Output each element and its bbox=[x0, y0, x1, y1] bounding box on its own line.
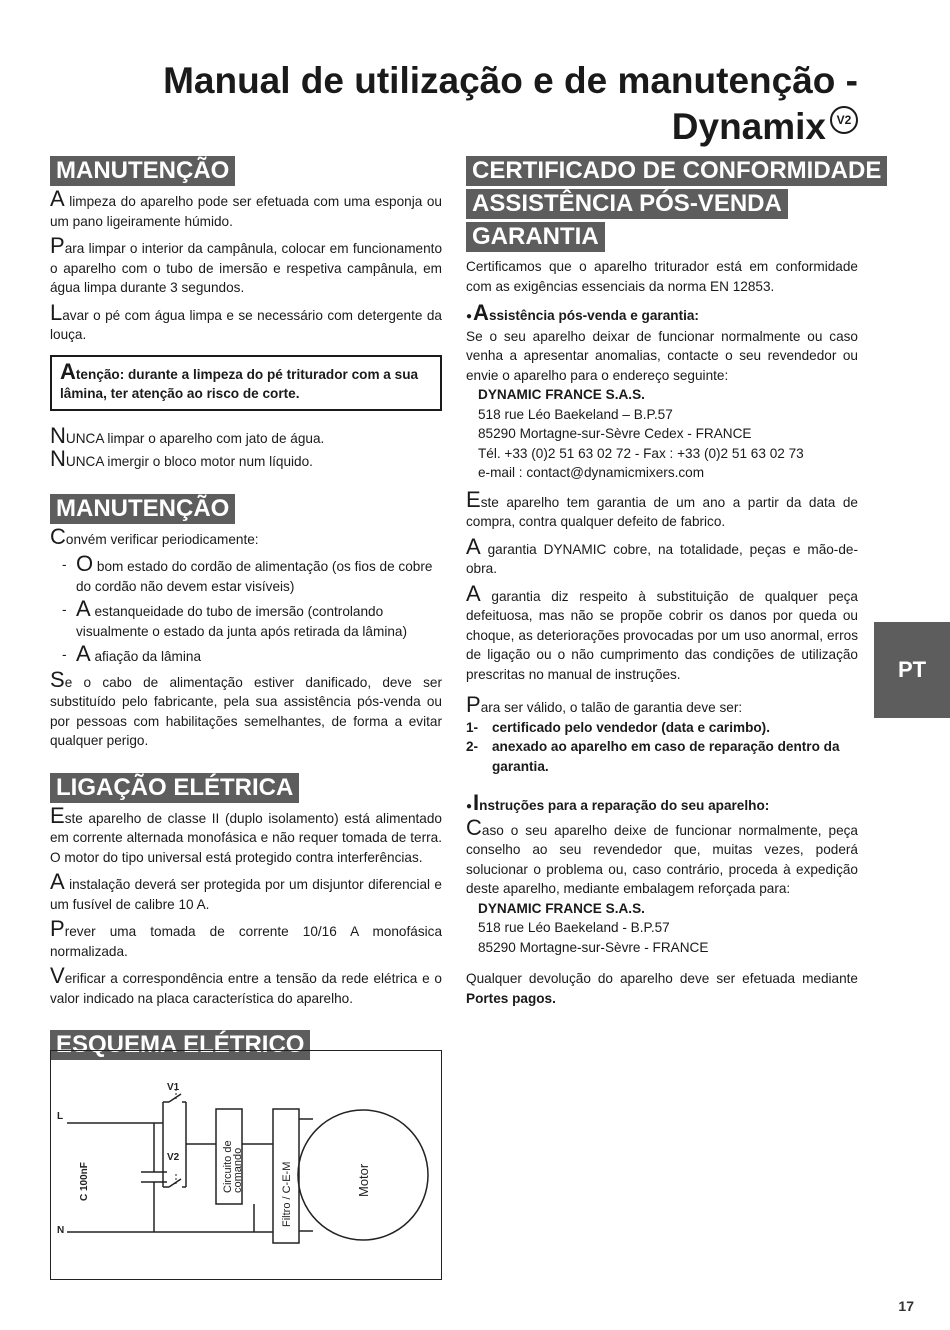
section-heading-certificate: CERTIFICADO DE CONFORMIDADE bbox=[466, 156, 887, 186]
paragraph: Certificamos que o aparelho triturador está em conformidade com as exigências essenciais da norma EN 12853. bbox=[466, 259, 858, 294]
company-name: DYNAMIC FRANCE S.A.S. bbox=[478, 900, 645, 916]
address-street: 518 rue Léo Baekeland – B.P.57 bbox=[478, 406, 673, 422]
address-city: 85290 Mortagne-sur-Sèvre Cedex - FRANCE bbox=[478, 426, 752, 441]
list-item: - A afiação da lâmina bbox=[62, 641, 202, 666]
control-circuit-label-2: comando bbox=[232, 1147, 244, 1193]
section-heading-warranty: GARANTIA bbox=[466, 222, 605, 252]
left-column bbox=[50, 150, 442, 1064]
paragraph: Para limpar o interior da campânula, colocar em funcionamento o aparelho com o tubo de imersão e respetiva campânula, em água limpa durante 3 segundos. bbox=[50, 233, 442, 295]
paragraph: Qualquer devolução do aparelho deve ser efetuada mediante Portes pagos. bbox=[466, 971, 858, 1006]
company-name: DYNAMIC FRANCE S.A.S. bbox=[478, 387, 645, 402]
capacitor-label: C 100nF bbox=[79, 1162, 90, 1201]
address-city: 85290 Mortagne-sur-Sèvre - FRANCE bbox=[478, 939, 709, 955]
paragraph: Se o seu aparelho deixar de funcionar normalmente ou caso venha a apresentar anomalias, contacte o seu revendedor ou envie o aparelho para o endereço seguinte: bbox=[466, 328, 858, 383]
address-phone: Tél. +33 (0)2 51 63 02 72 - Fax : +33 (0)2 51 63 02 73 bbox=[478, 445, 804, 461]
list-item: - A estanqueidade do tubo de imersão (controlando visualmente o estado da junta após retirada da lâmina) bbox=[62, 596, 407, 639]
address-street: 518 rue Léo Baekeland - B.P.57 bbox=[478, 920, 670, 935]
product-name: Dynamix bbox=[671, 106, 826, 147]
warranty-conditions-list bbox=[466, 718, 858, 777]
warning-box: Atenção: durante a limpeza do pé triturador com a sua lâmina, ter atenção ao risco de corte. bbox=[50, 355, 442, 411]
paragraph: A garantia DYNAMIC cobre, na totalidade, peças e mão-de-obra. bbox=[466, 533, 858, 576]
list-item: 2- anexado ao aparelho em caso de reparação dentro da garantia. bbox=[466, 739, 840, 774]
paragraph: Lavar o pé com água limpa e se necessário com detergente da louça. bbox=[50, 299, 442, 342]
wiring-diagram-svg bbox=[51, 1051, 441, 1279]
paragraph: NUNCA limpar o aparelho com jato de água. bbox=[50, 422, 325, 448]
page-title-line2 bbox=[672, 104, 858, 150]
section-heading-electrical-connection: LIGAÇÃO ELÉTRICA bbox=[50, 773, 299, 803]
motor-label: Motor bbox=[356, 1163, 371, 1197]
paragraph: Prever uma tomada de corrente 10/16 A monofásica normalizada. bbox=[50, 916, 442, 959]
paragraph: Este aparelho tem garantia de um ano a partir da data de compra, contra qualquer defeito de fabrico. bbox=[466, 486, 858, 529]
paragraph: NUNCA imergir o bloco motor num líquido. bbox=[50, 446, 313, 471]
line-L-label: L bbox=[57, 1111, 64, 1122]
subheading-after-sales: ● Assistência pós-venda e garantia: bbox=[466, 304, 858, 327]
section-heading-maintenance-2: MANUTENÇÃO bbox=[50, 494, 235, 524]
paragraph: Este aparelho de classe II (duplo isolamento) está alimentado em corrente alternada monofásica e não requer tomada de terra. O motor do tipo universal está protegido contra interferências. bbox=[50, 802, 442, 865]
section-heading-maintenance-1: MANUTENÇÃO bbox=[50, 156, 235, 186]
switch-V1-label: V1 bbox=[167, 1082, 180, 1093]
language-tab-pt: PT bbox=[874, 622, 950, 718]
address-block-1 bbox=[466, 385, 858, 483]
address-block-2 bbox=[466, 899, 858, 958]
paragraph: Se o cabo de alimentação estiver danificado, deve ser substituído pelo fabricante, pela sua assistência pós-venda ou por pessoas com habilitações semelhantes, de forma a evitar qualquer perigo. bbox=[50, 666, 442, 748]
right-column bbox=[466, 150, 882, 1014]
list-item: - O bom estado do cordão de alimentação (os fios de cobre do cordão não devem estar visíveis) bbox=[62, 551, 433, 594]
list-item: 1- certificado pelo vendedor (data e carimbo). bbox=[466, 719, 770, 735]
subheading-repair: ● Instruções para a reparação do seu aparelho: bbox=[466, 794, 858, 817]
paragraph: A instalação deverá ser protegida por um disjuntor diferencial e um fusível de calibre 10 A. bbox=[50, 869, 442, 912]
address-email: e-mail : contact@dynamicmixers.com bbox=[478, 465, 705, 480]
page-title-line1: Manual de utilização e de manutenção - bbox=[163, 60, 858, 101]
switch-V2-label: V2 bbox=[167, 1152, 180, 1163]
paragraph: A garantia diz respeito à substituição de qualquer peça defeituosa, mas não se propõe cobrir os danos por queda ou choque, as deteriorações provocadas por um uso anormal, erros de ligação ou o não cumprimento das condições de utilização prescritas no manual de instruções. bbox=[466, 580, 858, 682]
v2-badge: V2 bbox=[830, 106, 858, 134]
paragraph: Convém verificar periodicamente: bbox=[50, 523, 259, 549]
section-heading-after-sales: ASSISTÊNCIA PÓS-VENDA bbox=[466, 189, 788, 219]
control-circuit-label-1: Circuito de bbox=[222, 1140, 234, 1193]
filter-label: Filtro / C-E-M bbox=[281, 1161, 293, 1227]
wiring-diagram bbox=[50, 1050, 442, 1280]
paragraph: A limpeza do aparelho pode ser efetuada com uma esponja ou um pano ligeiramente húmido. bbox=[50, 186, 442, 229]
paragraph: Para ser válido, o talão de garantia deve ser: bbox=[466, 692, 743, 717]
neutral-N-label: N bbox=[57, 1225, 65, 1236]
page-number: 17 bbox=[898, 1298, 914, 1314]
section-heading-wiring-diagram: ESQUEMA ELÉTRICO bbox=[50, 1030, 310, 1060]
paragraph: Caso o seu aparelho deixe de funcionar normalmente, peça conselho ao seu revendedor que, muitas vezes, poderá solucionar o problema ou, caso contrário, proceda à expedição deste aparelho, mediante embalagem reforçada para: bbox=[466, 814, 858, 896]
paragraph: Verificar a correspondência entre a tensão da rede elétrica e o valor indicado na placa característica do aparelho. bbox=[50, 963, 442, 1006]
